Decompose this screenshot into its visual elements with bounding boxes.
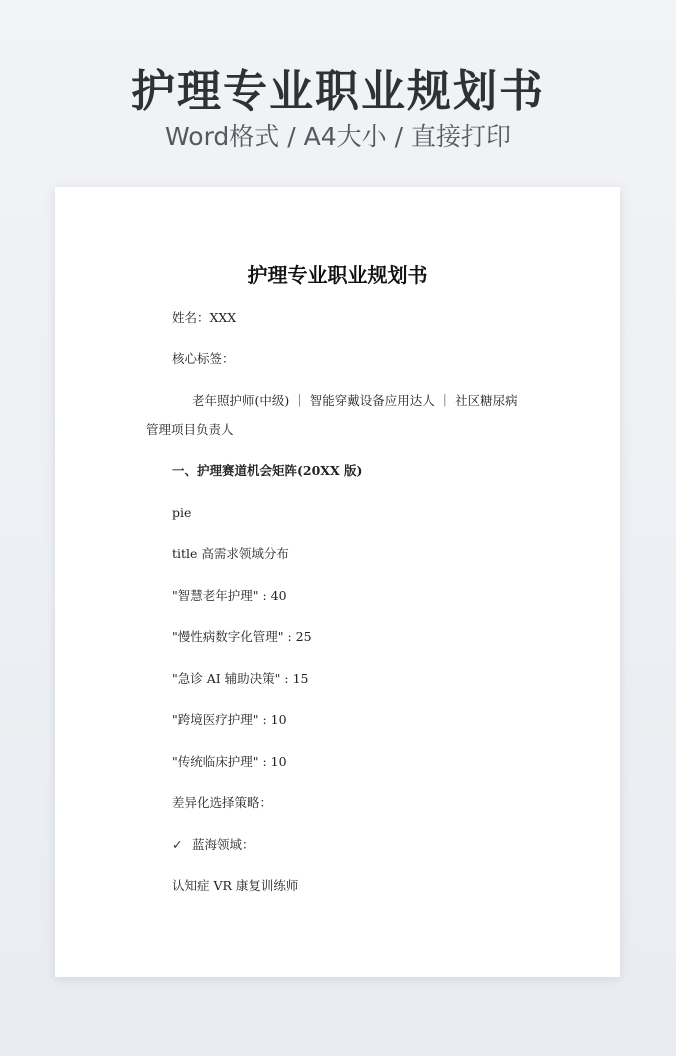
name-line: 姓名：XXX [172,310,237,325]
section1-heading: 一、护理赛道机会矩阵(20XX 版) [172,463,363,478]
blue-ocean-line [172,836,255,854]
document-page [55,187,620,977]
banner-subtitle: Word格式 / A4大小 / 直接打印 [165,122,511,151]
chart-title-line: title 高需求领域分布 [172,546,289,561]
tags-label: 核心标签： [172,351,235,366]
strategy-label: 差异化选择策略： [172,795,273,810]
document-title: 护理专业职业规划书 [247,263,428,287]
pie-line: "跨境医疗护理" : 10 [172,712,287,727]
checkmark-icon: ✓ [172,837,183,852]
chart-keyword: pie [172,505,192,520]
pie-line: "传统临床护理" : 10 [172,754,287,769]
last-line: 认知症 VR 康复训练师 [172,878,299,893]
banner-title: 护理专业职业规划书 [131,66,545,117]
tags-line-1: 老年照护师(中级) ｜ 智能穿戴设备应用达人 ｜ 社区糖尿病 [192,393,518,408]
pie-line: "慢性病数字化管理" : 25 [172,629,312,644]
blue-ocean-label: 蓝海领域： [192,837,255,852]
pie-line: "急诊 AI 辅助决策" : 15 [172,671,309,686]
pie-line: "智慧老年护理" : 40 [172,588,287,603]
tags-line-2: 管理项目负责人 [146,422,234,437]
